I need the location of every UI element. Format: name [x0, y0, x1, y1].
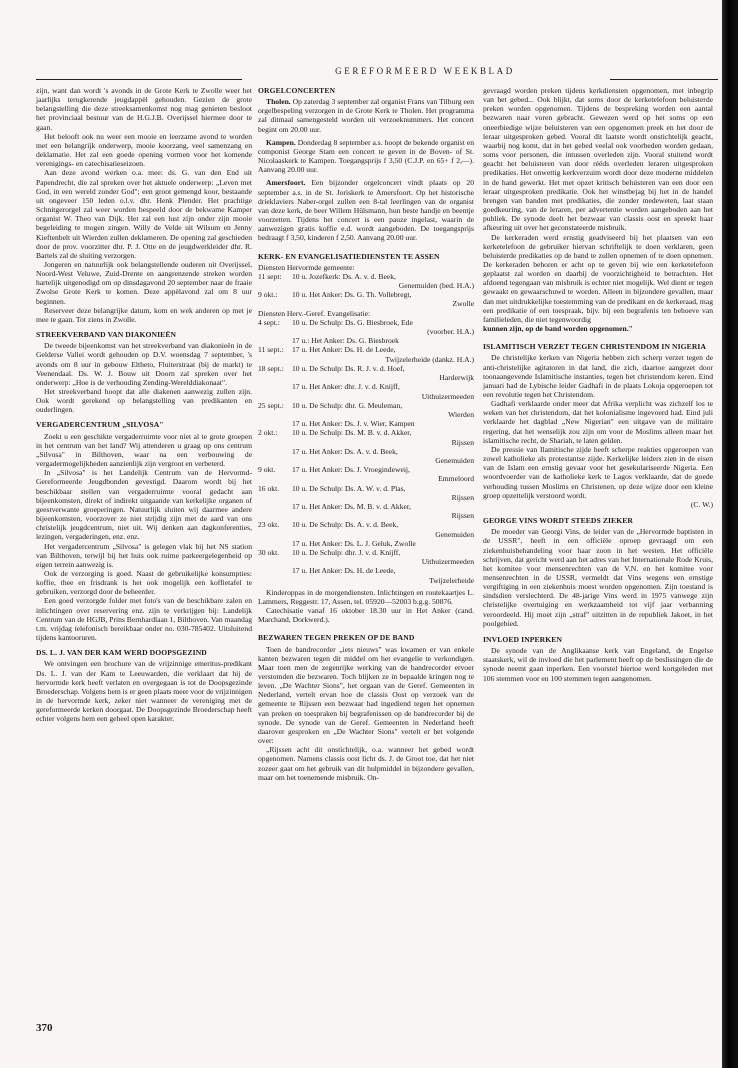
schedule-service: 10 u. De Schulp: dhr. J. v. d. Knijff, — [292, 547, 401, 557]
page-number: 370 — [36, 1022, 53, 1034]
concert-item — [258, 97, 474, 134]
article-heading-orgel: ORGELCONCERTEN — [258, 86, 336, 95]
schedule-date: 9 okt.: — [258, 290, 278, 300]
schedule-date — [258, 502, 292, 511]
article-paragraph: Een goed verzorgde folder met foto's van de beschikbare zalen en inlichtingen over reservering enz. zijn te verkrijgen bij: Landelijk Centrum van de HGJB, Prins Bernhardlaan 1, Bilthoven. Van maandag t.m. vrijdag telefonisch bereikbaar onder no. 030-785402. Uitsluitend tijdens kantooruren. — [36, 596, 252, 643]
schedule-date — [258, 539, 292, 548]
schedule-date: 30 okt. — [258, 547, 280, 557]
schedule-date: 18 sept.: — [258, 363, 284, 373]
schedule-row — [258, 290, 474, 308]
column-3 — [483, 86, 713, 683]
schedule-date: 2 okt.: — [258, 428, 278, 438]
article-heading-inperken: INVLOED INPERKEN — [483, 634, 563, 644]
article-paragraph: Toen de bandrecorder „iets nieuws" was kwamen er van enkele kanten bezwaren tegen dit middel om het evangelie te verkondigen. Maar toen men de zegenrijke werking van de bandrecorder ervoer verstomden die bezwaren. Toch blijken ze in bepaalde kringen nog te leven. „De Wachter Sions", het orgaan van de Geref. Gemeenten in Nederland, vertelt ervan hoe de classis Oost op verzoek van de gemeente te Rijssen een bezwaar had ingediend tegen het opnemen van preken en toespraken bij begrafenissen op de bandrecorder bij de synode. De synode van de Geref. Gemeenten in Nederland heeft daarover gesproken en „De Wachter Sions" vertelt er het volgende over: — [258, 644, 474, 746]
schedule-location: Rijssen — [451, 437, 474, 447]
schedule-location: Genemuiden (bed. H.A.) — [398, 281, 474, 291]
article-paragraph: „Rijssen acht dit onstichtelijk, o.a. wanneer het gebed wordt opgenomen. Namens classis oost licht ds. J. de Groot toe, dat het niet zozeer gaat om het gebruik van dit hulpmiddel in bijzondere gevallen, maar om het toenemende misbruik. On- — [258, 745, 474, 782]
schedule-service: 17 u. Het Anker: Ds. L. J. Geluk, Zwolle — [292, 538, 416, 548]
schedule-row — [258, 502, 474, 520]
schedule-service: 17 u. Het Anker: Ds. J. v. Wier, Kampen — [292, 419, 415, 429]
column-1 — [36, 86, 252, 723]
schedule-location: Harderwijk — [439, 373, 474, 383]
concert-item — [258, 178, 474, 242]
schedule-service: 10 u. De Schulp: Ds. G. Biesbroek, Ede — [292, 317, 413, 327]
schedule-row — [258, 465, 474, 483]
schedule-service: 10 u. De Schulp: dhr. G. Meuleman, — [292, 400, 403, 410]
article-heading-nigeria: ISLAMITISCH VERZET TEGEN CHRISTENDOM IN NIGERIA — [483, 342, 707, 352]
schedule-date: 25 sept.: — [258, 400, 284, 410]
article-paragraph: zijn, want dan wordt 's avonds in de Grote Kerk te Zwolle weer het jaarlijks terugkerende jeugdappèl gehouden. Gezien de grote belangstelling die deze streeksamenkomst nog mag genieten besloot het provinciaal bestuur van de H.G.J.B. Overijssel hiermee door te gaan. — [36, 86, 252, 132]
schedule-location: Genemuiden — [435, 529, 474, 539]
author-signature: (C. W.) — [690, 499, 713, 509]
article-paragraph: De kerkeraden werd ernstig geadviseerd bij het plaatsen van een kerketelefoon de gebruiker hiervan schriftelijk te doen verklaren, geen beluisterde predikaties op de band te zullen opnemen of te doen opnemen. De kerkeraden behoren er acht op te geven bij wie een kerketelefoon geplaatst zal worden en daarbij de voorzichtigheid te betrachten. Het afdoend tegengaan van misbruik is echter niet mogelijk. Wel dient er tegen gewaakt en gewaarschuwd te worden. Alleen in bijzondere gevallen, maar dan met uitdrukkelijke toestemming van de predikant en de kerkeraad, mag een predikatie of een toespraak, bijv. bij een begrafenis ten behoeve van familieleden, die niet tegenwoordig — [483, 232, 713, 324]
schedule-row — [258, 447, 474, 465]
article-heading-diakonie: STREEKVERBAND VAN DIAKONIEËN — [36, 330, 177, 340]
schedule-date: 23 okt. — [258, 520, 280, 530]
article-paragraph: Aan deze avond werken o.a. mee: ds. G. van den End uit Papendrecht, die zal spreken over het aktuele onderwerp: „Leven met God, in een wereld zonder God"; een groot gemengd koor, bestaande uit ongeveer 150 leden o.l.v. dhr. Henk Plender. Het prachtige Schnitgerorgel zal weer worden bespeeld door de bekwame Kamper organist W. Theo van Dijk. Het zal een lust zijn onder zijn mooie begeleiding te mogen zingen. Willy de Velde uit Wilsum en Jenny Kieftenbelt uit Wierden zullen deklameren. De opening zal geschieden door de prov. voorzitter dhr. P. J. Otte en de jeugdwerkleider dhr. R. Bartels zal de sluiting verzorgen. — [36, 168, 252, 260]
article-paragraph: Ook de verzorging is goed. Naast de gebruikelijke konsumpties: koffie, thee en frisdrank is het ook mogelijk een koffietafel te gebruiken, verzorgd door de beheerder. — [36, 568, 252, 597]
schedule-service: 10 u. De Schulp: Ds. R. J. v. d. Hoef, — [292, 363, 405, 373]
schedule-date — [258, 566, 292, 575]
schedule-note: Kinderoppas in de morgendiensten. Inlichtingen en routekaartjes L. Lammers, Reggestr. 17, Assen, tel. 05920—52003 b.g.g. 50876. — [258, 587, 474, 606]
article-paragraph: Jongeren en natuurlijk ook belangstellende ouderen uit Overijssel, Noord-West Veluwe, Zuid-Drente en aangrenzende streken worden hartelijk uitgenodigd om op dinsdagavond 20 september naar de fraaie Zwolse Grote Kerk te komen. Deze appèlavond zal om 8 uur beginnen. — [36, 259, 252, 306]
schedule-row — [258, 548, 474, 566]
schedule-row — [258, 318, 474, 336]
column-2 — [258, 86, 474, 782]
article-paragraph: Gadhafi verklaarde onder meer dat Afrika verplicht was zichzelf los te weken van het christendom, dat het kolonialisme ingevoerd had. Eind juli verklaarde het dagblad „New Nigerian" een uitgave van de militaire regering, dat het wenselijk zou zijn om voor de Moslims alleen maar het islamitische recht, de Shariah, te laten gelden. — [483, 399, 713, 445]
schedule-service: 17 u. Het Anker: Ds. A. v. d. Beek, — [292, 446, 398, 456]
article-heading-silvosa: VERGADERCENTRUM „SILVOSA" — [36, 420, 164, 430]
schedule-row — [258, 272, 474, 290]
schedule-row — [258, 428, 474, 446]
schedule-row — [258, 566, 474, 584]
concert-text: Een bijzonder orgelconcert vindt plaats op 20 september a.s. in de St. Joriskerk te Amersfoort. Op het historische drieklaviers Naber-orgel zullen een 8-tal leerlingen van de organist van deze kerk, de heer Willem Hülsmann, hun beste handje en beentje voorzetten. Tijdens het concert is een pauze ingelast, waarin de aanwezigen gratis koffie e.d. wordt aangeboden. De toegangsprijs bedraagt f 3,50, kinderen f 2,50. Aanvang 20.00 uur. — [258, 178, 474, 243]
article-heading-assen: KERK- EN EVANGELISATIEDIENSTEN TE ASSEN — [258, 251, 440, 261]
schedule-service: 17 u.: Het Anker: Ds. G. Biesbroek — [292, 336, 399, 346]
schedule-service: 17 u. Het Anker: Ds. H. de Leede, — [292, 566, 396, 576]
schedule-row — [258, 336, 474, 345]
schedule-location: Zwolle — [452, 299, 474, 309]
schedule-location: Emmeloord — [438, 474, 474, 484]
schedule-service: 10 u. De Schulp: Ds. A. v. d. Beek, — [292, 520, 399, 530]
page-binding-edge — [722, 0, 738, 1068]
schedule-row — [258, 520, 474, 538]
schedule-location: Uithuizermeeden — [421, 557, 474, 567]
article-paragraph: De synode van de Anglikaanse kerk van Engeland, de Engelse staatskerk, wil de invloed die het parlement heeft op de beslissingen die de synode neemt gaan inperken. Een voorstel hiertoe werd kortgeleden met 106 stemmen voor en 100 stemmen tegen aangenomen. — [483, 646, 713, 683]
schedule-service: 17 u. Het Anker: Ds. M. B. v. d. Akker, — [292, 501, 412, 511]
schedule-service: 17 u. Het Anker: Ds. H. de Leede, — [292, 345, 396, 355]
schedule-row — [258, 539, 474, 548]
schedule-date: 16 okt. — [258, 483, 280, 493]
article-paragraph: In „Silvosa" is het Landelijk Centrum van de Hervormd-Gereformeerde Jeugdbonden gevestigd. Daarom wordt bij het beschikbaar stellen van vergaderruimte vooral gedacht aan bijeenkomsten, direkt of indirekt uitgaande van kerkelijke organen of geestverwante groeperingen. Natuurlijk sluiten wij daarmee andere bijeenkomsten, voorzover ze niet strijdig zijn met de aard van ons christelijk jeugdcentrum, niet uit. Wij denken aan dagkonferenties, lezingen, vergaderingen, enz. enz. — [36, 468, 252, 542]
schedule-service: 10 u. De Schulp: Ds. M. B. v. d. Akker, — [292, 428, 412, 438]
article-paragraph: Reserveer deze belangrijke datum, kom en wek anderen op met je mee te gaan. Tot ziens in Zwolle. — [36, 305, 252, 324]
schedule-date: 9 okt. — [258, 465, 276, 475]
article-heading-vins: GEORGE VINS WORDT STEEDS ZIEKER — [483, 516, 633, 526]
concert-item — [258, 138, 474, 175]
schedule-row — [258, 364, 474, 382]
article-paragraph: Het vergadercentrum „Silvosa" is gelegen vlak bij het NS station van Bilthoven, terwijl bij het huis ook ruime parkeergelegenheid op eigen terrein aanwezig is. — [36, 541, 252, 569]
schedule-date: 11 sept: — [258, 271, 282, 281]
schedule-note: Catechisatie vanaf 16 oktober 18.30 uur in Het Anker (cand. Marchand, Dorkwerd.). — [258, 606, 474, 625]
schedule-subheading: Diensten Herv.-Geref. Evangelisatie: — [258, 308, 371, 318]
concert-text: Donderdag 8 september a.s. hoopt de bekende organist en componist George Stam een concert te geven in de Boven- of St. Nicolaaskerk te Kampen. Toegangsprijs f 3,50 (C.J.P. en 65+ f 2,—). Aanvang 20.00 uur. — [258, 137, 474, 175]
schedule-service: 10 u. Het Anker: Ds. G. Th. Vollebregt, — [292, 290, 412, 300]
schedule-date: 11 sept.: — [258, 345, 284, 355]
concert-place: Tholen. — [266, 97, 291, 107]
schedule-service: 10 u. De Schulp: Ds. A. W. v. d. Plas, — [292, 483, 406, 493]
schedule-date — [258, 419, 292, 428]
concert-text: Op zaterdag 3 september zal organist Frans van Tilburg een orgelbespeling verzorgen in de Grote Kerk te Tholen. Het programma zal ditmaal samengesteld worden uit verzoeknummers. Het concert begint om 20.00 uur. — [258, 97, 474, 134]
article-paragraph: De tweede bijeenkomst van het streekverband van diakonieën in de Gelderse Vallei wordt gehouden op D.V. woensdag 7 september, 's avonds om 8 uur in gebouw Eltheto, Fluiterstraat (bij de markt) te Veenendaal. Ds. W. J. Bouw uit Doorn zal spreken over het onderwerp: „Hoe is de verhouding Zending-Werelddiakonaat". — [36, 341, 252, 387]
schedule-location: Twijzelerheide — [428, 575, 474, 585]
schedule-location: Genemuiden — [435, 455, 474, 465]
schedule-service: 17 u. Het Anker: Ds. J. Vroegindeweij, — [292, 465, 410, 475]
article-paragraph: We ontvingen een brochure van de vrijzinnige emeritus-predikant Ds. L. J. van der Kam te Leeuwarden, die verklaart dat hij de hervormde kerk heeft verlaten en overgegaan is tot de Doopsgezinde Broederschap. Volgens hem is er geen plaats meer voor de vrijzinnigen in de hervormde kerk, zeker niet wanneer de vereniging met de gereformeerde kerken doorgaat. De Doopsgezinde Broederschap heeft echter volgens hem een geheel open karakter. — [36, 659, 252, 724]
header-rule-right — [610, 79, 718, 80]
article-paragraph: De christelijke kerken van Nigeria hebben zich scherp verzet tegen de anti-christelijke agitatoren in dat land, die zich, daartoe aangezet door toonaangevende Islamitische instanties, tegen het christendom keren. Eind januari had de Lybische leider Gadhafi in de plaats Lokoja opgeroepen tot een revolutie tegen het Christendom. — [483, 353, 713, 399]
schedule-date: 4 sept.: — [258, 317, 280, 327]
schedule-location: Rijssen — [451, 492, 474, 502]
schedule-date — [258, 382, 292, 391]
article-heading-doopsgezind: DS. L. J. VAN DER KAM WERD DOOPSGEZIND — [36, 648, 207, 658]
article-paragraph: De moeder van Georgi Vins, de leider van de „Hervormde baptisten in de USSR", heeft in een officiële oproep gevraagd om een ziekenhuisbehandeling voor haar zoon in het westen. Het officiële schrijven, dat gericht werd aan het adres van het Internationale Rode Kruis, het komitee voor mensenrechten van de V.N. en het komitee voor mensenrechten in de USSR, vermeldt dat Vins wegens een ernstige vergiftiging in een ziekenhuis moest worden opgenomen. Zijn toestand is sindsdien verslechterd. De 48-jarige Vins werd in 1975 vanwege zijn christelijke overtuiging en werkzaamheid tot vijf jaar verbanning veroordeeld. Hij moet zijn „straf" uitzitten in de republiek Jakoet, in het poolgebied. — [483, 527, 713, 628]
service-schedule — [258, 263, 474, 585]
schedule-date — [258, 336, 292, 345]
schedule-row — [258, 382, 474, 400]
concert-place: Kampen. — [266, 137, 296, 147]
schedule-row — [258, 401, 474, 419]
schedule-location: Rijssen — [451, 511, 474, 521]
schedule-row — [258, 419, 474, 428]
schedule-location: (voorber. H.A.) — [427, 327, 474, 337]
article-heading-bezwaren: BEZWAREN TEGEN PREKEN OP DE BAND — [258, 633, 415, 643]
article-paragraph: gevraagd worden preken tijdens kerkdiensten opgenomen, met inbegrip van het gebed... Ook blijkt, dat soms door de kerketelefoon beluisterde preken worden opgenomen. Tijdens de bespreking worden een aantal bezwaren naar voren gebracht. Gewezen werd op het soms op een oneerbiedige wijze beluisteren van een opgenomen preek en het door de leraar uitgesproken gebed. Vooral dit laatste wordt onstichtelijk geacht, waarbij nog komt, dat in het gebed veelal ook voorbeden worden gedaan, soms voor personen, die intussen overleden zijn. Vooral stuitend wordt geacht het beluisteren van door rééds overleden leraren uitgesproken predikaties. Het onwettig kerkverzuim wordt door deze moderne middelen in de hand gewerkt. Het met opzet kritisch beluisteren van een door een leraar uitgesproken predikatie. Ook het winstbejag bij het in de handel brengen van banden met predikaties, die zonder medeweten, laat staan goedkeuring, van de leraren, per advertentie worden aangeboden aan het publiek. De synode deelt het bezwaar van classis oost en spreekt haar afkeuring uit over het geconstateerde misbruik. — [483, 86, 713, 233]
article-paragraph: De pressie van Ilamitische zijde heeft scherpe reakties opgeroepen van zowel katholieke als protestantse zijde. Kerkelijke leiders zien in de eisen van de Islam een ernstig gevaar voor het gesekulariseerde Nigeria. Een woordvoerder van de katholieke kerk te Lagos verklaarde, dat de goede verhouding tussen Moslims en Christenen, op deze wijze door een kleine groep opzettelijk verstoord wordt. — [483, 444, 713, 500]
running-title: GEREFORMEERD WEEKBLAD — [335, 66, 515, 76]
schedule-date — [258, 447, 292, 456]
schedule-location: Twijzelerheide (dankz. H.A.) — [385, 354, 474, 364]
concert-place: Amersfoort. — [266, 178, 306, 188]
schedule-service: 10 u. Jozefkerk: Ds. A. v. d. Beek, — [292, 271, 396, 281]
schedule-service: 17 u. Het Anker: dhr. J. v. d. Knijff, — [292, 382, 400, 392]
article-paragraph: Zoekt u een geschikte vergaderruimte voor niet al te grote groepen in het centrum van het land? Wij attenderen u graag op ons centrum „Silvosa" in Bilthoven, waar na een verbouwing de vergadermogelijkheden aanzienlijk zijn vergroot en verbeterd. — [36, 431, 252, 469]
schedule-row — [258, 345, 474, 363]
article-paragraph: Het streekverband hoopt dat alle diakenen aanwezig zullen zijn. Ook wordt gerekend op belangstelling van predikanten en ouderlingen. — [36, 387, 252, 415]
schedule-location: Wierden — [448, 409, 474, 419]
article-paragraph: Het belooft ook nu weer een mooie en leerzame avond te worden met een belangrijk onderwerp, mooie koorzang, veel samenzang en deklamatie. Het zal een goede opening vormen voor het komende verenigings- en catechisatieseizoen. — [36, 131, 252, 169]
schedule-subheading: Diensten Hervormde gemeente: — [258, 262, 355, 272]
header-rule-left — [36, 79, 242, 80]
schedule-row — [258, 484, 474, 502]
article-paragraph-emphasis: kunnen zijn, op de band worden opgenomen." — [483, 324, 633, 334]
schedule-location: Uithuizermeeden — [421, 391, 474, 401]
